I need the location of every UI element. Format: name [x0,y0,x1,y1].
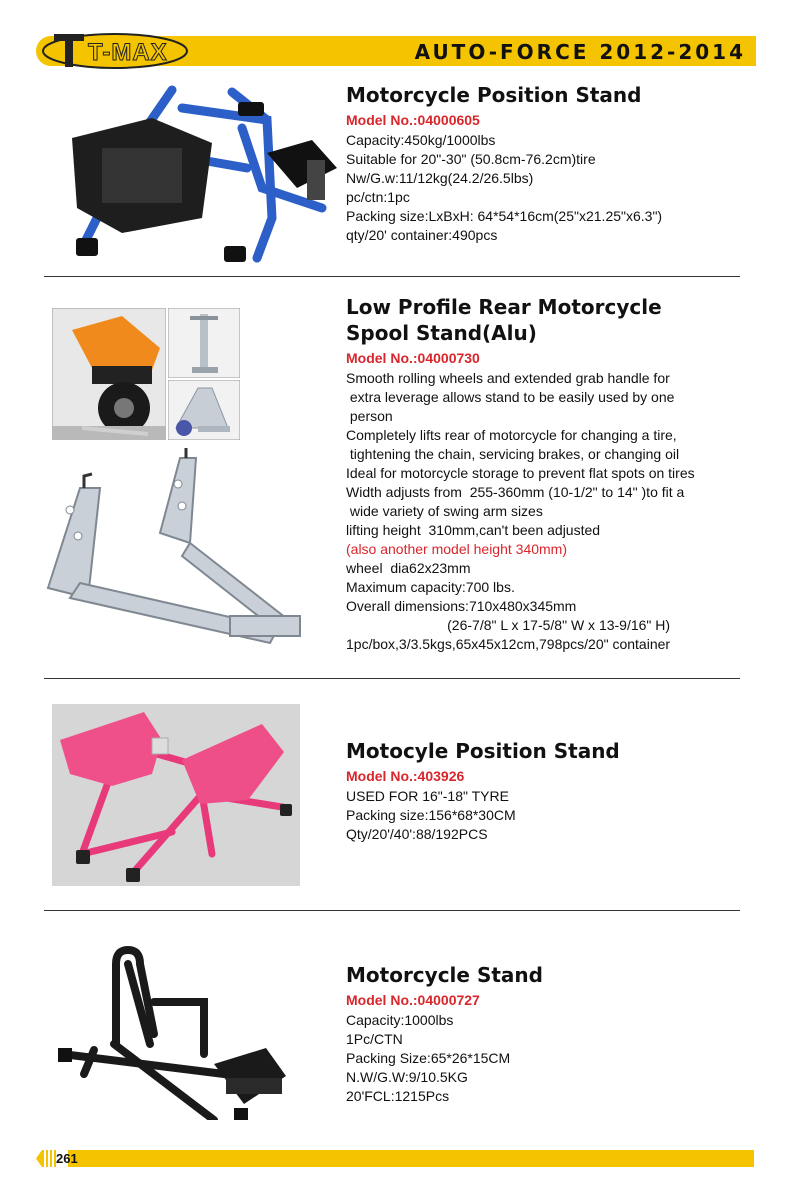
spec-line: Qty/20'/40':88/192PCS [346,826,488,842]
spec-line: Packing size:156*68*30CM [346,807,516,823]
product-photo-alu-spool-stand [40,448,302,660]
brand-name: T-MAX [88,39,168,66]
spec-line: Capacity:1000lbs [346,1012,454,1028]
spec-line: pc/ctn:1pc [346,189,410,205]
spec-line: Smooth rolling wheels and extended grab handle for [346,370,670,386]
model-number: Model No.:04000605 [346,112,480,128]
spec-line: person [346,408,393,424]
series-title: AUTO-FORCE 2012-2014 [414,40,746,64]
spec-line: Maximum capacity:700 lbs. [346,579,515,595]
section-divider [44,678,740,679]
model-number: Model No.:403926 [346,768,465,784]
product-1-info [346,82,746,245]
section-divider [44,276,740,277]
product-3-info [346,738,746,844]
product-photo-stand-detail-top [168,308,240,378]
spec-line: tightening the chain, servicing brakes, or changing oil [346,446,680,462]
spec-line: lifting height 310mm,can't been adjusted [346,522,601,538]
spec-line: wheel dia62x23mm [346,560,471,576]
section-divider [44,910,740,911]
product-title-line-1: Low Profile Rear Motorcycle [346,295,662,319]
product-title: Motocyle Position Stand [346,739,620,763]
model-number: Model No.:04000727 [346,992,480,1008]
product-photo-motorcycle-on-stand [52,308,166,440]
product-2-info [346,294,766,654]
spec-line: USED FOR 16"-18" TYRE [346,788,509,804]
spec-line: Packing size:LxBxH: 64*54*16cm(25"x21.25"x6.3") [346,208,663,224]
product-photo-black-motorcycle-stand [54,944,300,1120]
spec-line: (26-7/8" L x 17-5/8" W x 13-9/16" H) [346,617,671,633]
product-title: Motorcycle Position Stand [346,83,642,107]
footer-bar [68,1150,754,1167]
spec-line: extra leverage allows stand to be easily used by one [346,389,675,405]
spec-line: 1Pc/CTN [346,1031,403,1047]
spec-line: Width adjusts from 255-360mm (10-1/2" to 14" )to fit a [346,484,685,500]
spec-line: Suitable for 20"-30" (50.8cm-76.2cm)tire [346,151,596,167]
product-photo-pink-position-stand [52,704,300,886]
product-title: Motorcycle Stand [346,963,543,987]
spec-line: 20'FCL:1215Pcs [346,1088,450,1104]
product-title-line-2: Spool Stand(Alu) [346,321,537,345]
spec-line: Ideal for motorcycle storage to prevent flat spots on tires [346,465,695,481]
page-number: 261 [56,1151,78,1166]
spec-line: qty/20' container:490pcs [346,227,498,243]
spec-line: Packing Size:65*26*15CM [346,1050,511,1066]
spec-line: N.W/G.W:9/10.5KG [346,1069,468,1085]
product-photo-stand-detail-wheel [168,380,240,440]
product-photo-blue-position-stand [62,78,342,268]
spec-line: 1pc/box,3/3.5kgs,65x45x12cm,798pcs/20" container [346,636,671,652]
spec-line: Overall dimensions:710x480x345mm [346,598,577,614]
model-number: Model No.:04000730 [346,350,480,366]
spec-line-alt-model: (also another model height 340mm) [346,541,568,557]
spec-line: Completely lifts rear of motorcycle for changing a tire, [346,427,677,443]
spec-line: wide variety of swing arm sizes [346,503,543,519]
product-4-info [346,962,746,1106]
spec-line: Capacity:450kg/1000lbs [346,132,496,148]
spec-line: Nw/G.w:11/12kg(24.2/26.5lbs) [346,170,534,186]
